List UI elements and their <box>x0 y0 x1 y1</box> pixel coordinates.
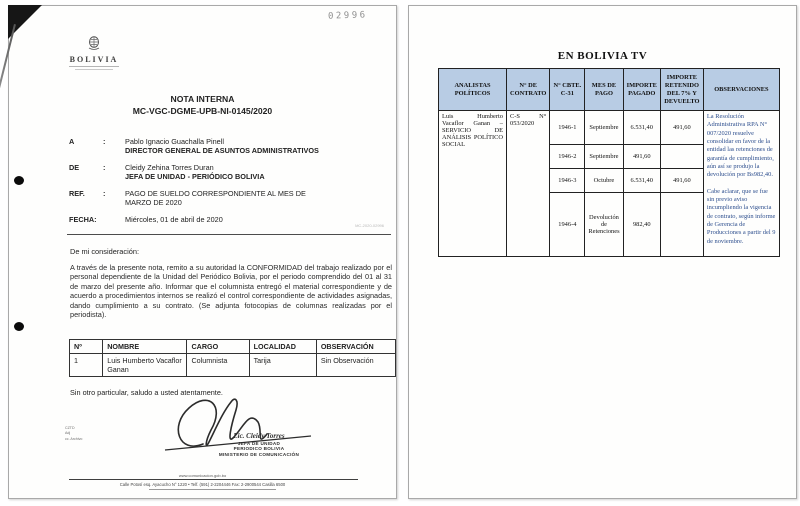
cell-pagado: 6.531,40 <box>623 111 660 145</box>
logo-country-label: BOLIVIA <box>69 55 119 64</box>
signer-ministry: MINISTERIO DE COMUNICACIÓN <box>218 452 300 458</box>
cell-pagado: 982,40 <box>623 193 660 257</box>
cell-pagado: 491,60 <box>623 145 660 168</box>
payments-header-row <box>439 69 780 111</box>
signature-stamp-block <box>179 432 339 458</box>
col-header-nombre: NOMBRE <box>103 340 187 354</box>
footer-address: Calle Potosí esq. Ayacucho N° 1220 • Telf. (591) 2-2204446 Fax: 2-2900544 Casilla 6500 <box>119 482 286 487</box>
col-header-cargo: CARGO <box>187 340 249 354</box>
cell-mes: Devolución de Retenciones <box>585 193 623 257</box>
sender-name: Cleidy Zehina Torres Duran <box>125 162 214 172</box>
payment-row <box>439 111 780 145</box>
punch-hole-bottom <box>14 322 24 331</box>
faint-reference-code: MC-2020-02996 <box>355 223 384 228</box>
nota-interna-page <box>8 5 397 499</box>
cell-mes: Septiembre <box>585 145 623 168</box>
ref-subject-line2: MARZO DE 2020 <box>125 198 182 208</box>
table-row <box>70 354 396 377</box>
memo-title-line1: NOTA INTERNA <box>170 94 235 104</box>
field-colon: : <box>103 162 106 172</box>
cell-mes: Septiembre <box>585 111 623 145</box>
col-header-localidad: LOCALIDAD <box>249 340 316 354</box>
cell-contract <box>507 111 550 257</box>
col-importe-pagado: IMPORTE PAGADO <box>623 69 660 111</box>
handwritten-folio-number: 02996 <box>328 10 369 22</box>
cell-retenido: 491,60 <box>660 168 703 193</box>
header-divider-rule <box>67 234 391 235</box>
cell-retenido <box>660 193 703 257</box>
scan-fold-line <box>0 24 15 141</box>
ref-subject-line1: PAGO DE SUELDO CORRESPONDIENTE AL MES DE <box>125 188 306 198</box>
cell-retenido <box>660 145 703 168</box>
memo-header-fields <box>69 137 369 231</box>
cell-pagado: 6.531,40 <box>623 168 660 193</box>
memo-body-paragraph: A través de la presente nota, remito a su autoridad la CONFORMIDAD del trabajo realizado por el personal dependiente de la Unidad del Periódico Bolivia, por el periodo comprendido del 01 al 31 de marzo del presente año. Informar que el columnista entregó el material correspondiente y de acuerdo a procedimientos internos se realizó el control correspondiente de actividades asignadas, dando cumplimiento a su contrato. (Se adjunta fotocopias de columnas realizadas por el periodista). <box>70 263 392 320</box>
cell-observations <box>703 111 779 257</box>
logo-decor-bar <box>75 69 113 71</box>
initials-line: cc. Archivo <box>65 436 83 441</box>
col-importe-retenido: IMPORTE RETENIDO DEL 7% Y DEVUELTO <box>660 69 703 111</box>
memo-title <box>9 94 396 117</box>
memo-title-line2: MC-VGC-DGME-UPB-NI-0145/2020 <box>132 105 273 116</box>
scan-corner-fold <box>8 5 42 39</box>
signer-unit: PERIODICO BOLIVIA <box>233 446 285 452</box>
cell-analyst: Luis Humberto Vacaflor Ganan – SERVICIO DE ANÁLISIS POLÍTICO SOCIAL <box>439 111 507 257</box>
page-footer <box>9 473 396 490</box>
observation-paragraph-2: Cabe aclarar, que se fue sin previo aviso incumpliendo la vigencia de contrato, según informe de Gerencia de Producciones a partir del 9 de noviembre. <box>706 187 776 245</box>
contract-code: C-S <box>510 113 520 120</box>
bolivia-ministry-logo <box>59 36 129 72</box>
typist-initials-block <box>65 426 82 442</box>
signer-role: JEFA DE UNIDAD <box>237 440 281 446</box>
field-date-value: Miércoles, 01 de abril de 2020 <box>125 214 223 224</box>
cell-localidad: Tarija <box>249 354 316 377</box>
cell-cbte: 1946-2 <box>550 145 585 168</box>
footer-website: www.comunicacion.gob.bo <box>178 472 227 478</box>
crest-icon <box>59 36 129 54</box>
field-colon: : <box>103 137 106 146</box>
punch-hole-top <box>14 176 24 185</box>
logo-decor-bar <box>69 66 119 68</box>
initials-line: Adj <box>65 431 71 436</box>
contract-number: 053/2020 <box>510 120 535 127</box>
bolivia-tv-report-page <box>408 5 797 499</box>
field-ref-value <box>125 189 306 208</box>
cell-retenido: 491,60 <box>660 111 703 145</box>
cell-no: 1 <box>70 354 103 377</box>
field-from-value <box>125 163 265 182</box>
field-to-value <box>125 137 319 156</box>
sender-title: JEFA DE UNIDAD - PERIÓDICO BOLIVIA <box>125 172 265 182</box>
salutation: De mi consideración: <box>70 247 140 256</box>
col-contrato: N° DE CONTRATO <box>507 69 550 111</box>
footer-rule-thin <box>149 489 276 490</box>
contract-no-sign: N° <box>539 113 547 120</box>
col-header-observacion: OBSERVACIÓN <box>316 340 395 354</box>
field-to <box>69 137 369 156</box>
col-header-no: Nº <box>70 340 103 354</box>
cell-cbte: 1946-4 <box>550 193 585 257</box>
field-date-label: FECHA: <box>69 214 97 224</box>
cell-nombre: Luis Humberto Vacaflor Ganan <box>103 354 187 377</box>
col-cbte: N° CBTE. C-31 <box>550 69 585 111</box>
recipient-name: Pablo Ignacio Guachalla Pinell <box>125 137 224 146</box>
recipient-title: DIRECTOR GENERAL DE ASUNTOS ADMINISTRATIVOS <box>125 146 319 156</box>
field-ref-label: REF. <box>69 188 85 198</box>
signer-name: Lic. Cleidy Torres <box>233 432 285 440</box>
footer-rule <box>69 479 358 480</box>
col-observaciones: OBSERVACIONES <box>703 69 779 111</box>
cell-cbte: 1946-3 <box>550 168 585 193</box>
field-from-label: DE <box>69 162 80 172</box>
col-analistas: ANALISTAS POLÍTICOS <box>439 69 507 111</box>
cell-cbte: 1946-1 <box>550 111 585 145</box>
observation-paragraph-1: La Resolución Administrativa RPA N° 007/2020 resuelve consolidar en favor de la entidad las retenciones de garantía de cumplimiento, aún así se produjo la devolución por Bs982,40. <box>706 113 774 179</box>
col-mes: MES DE PAGO <box>585 69 623 111</box>
field-colon: : <box>103 188 106 198</box>
cell-mes: Octubre <box>585 168 623 193</box>
personnel-table-header-row <box>70 340 396 354</box>
field-from <box>69 163 369 182</box>
personnel-table <box>69 339 396 377</box>
field-to-label: A <box>69 137 75 146</box>
initials-line: CZTD <box>65 426 75 430</box>
report-title: EN BOLIVIA TV <box>557 50 648 62</box>
cell-observacion: Sin Observación <box>316 354 395 377</box>
cell-cargo: Columnista <box>187 354 249 377</box>
field-ref <box>69 189 369 208</box>
payments-table <box>438 68 780 257</box>
field-date <box>69 215 369 224</box>
closing-line: Sin otro particular, saludo a usted atentamente. <box>70 388 223 397</box>
